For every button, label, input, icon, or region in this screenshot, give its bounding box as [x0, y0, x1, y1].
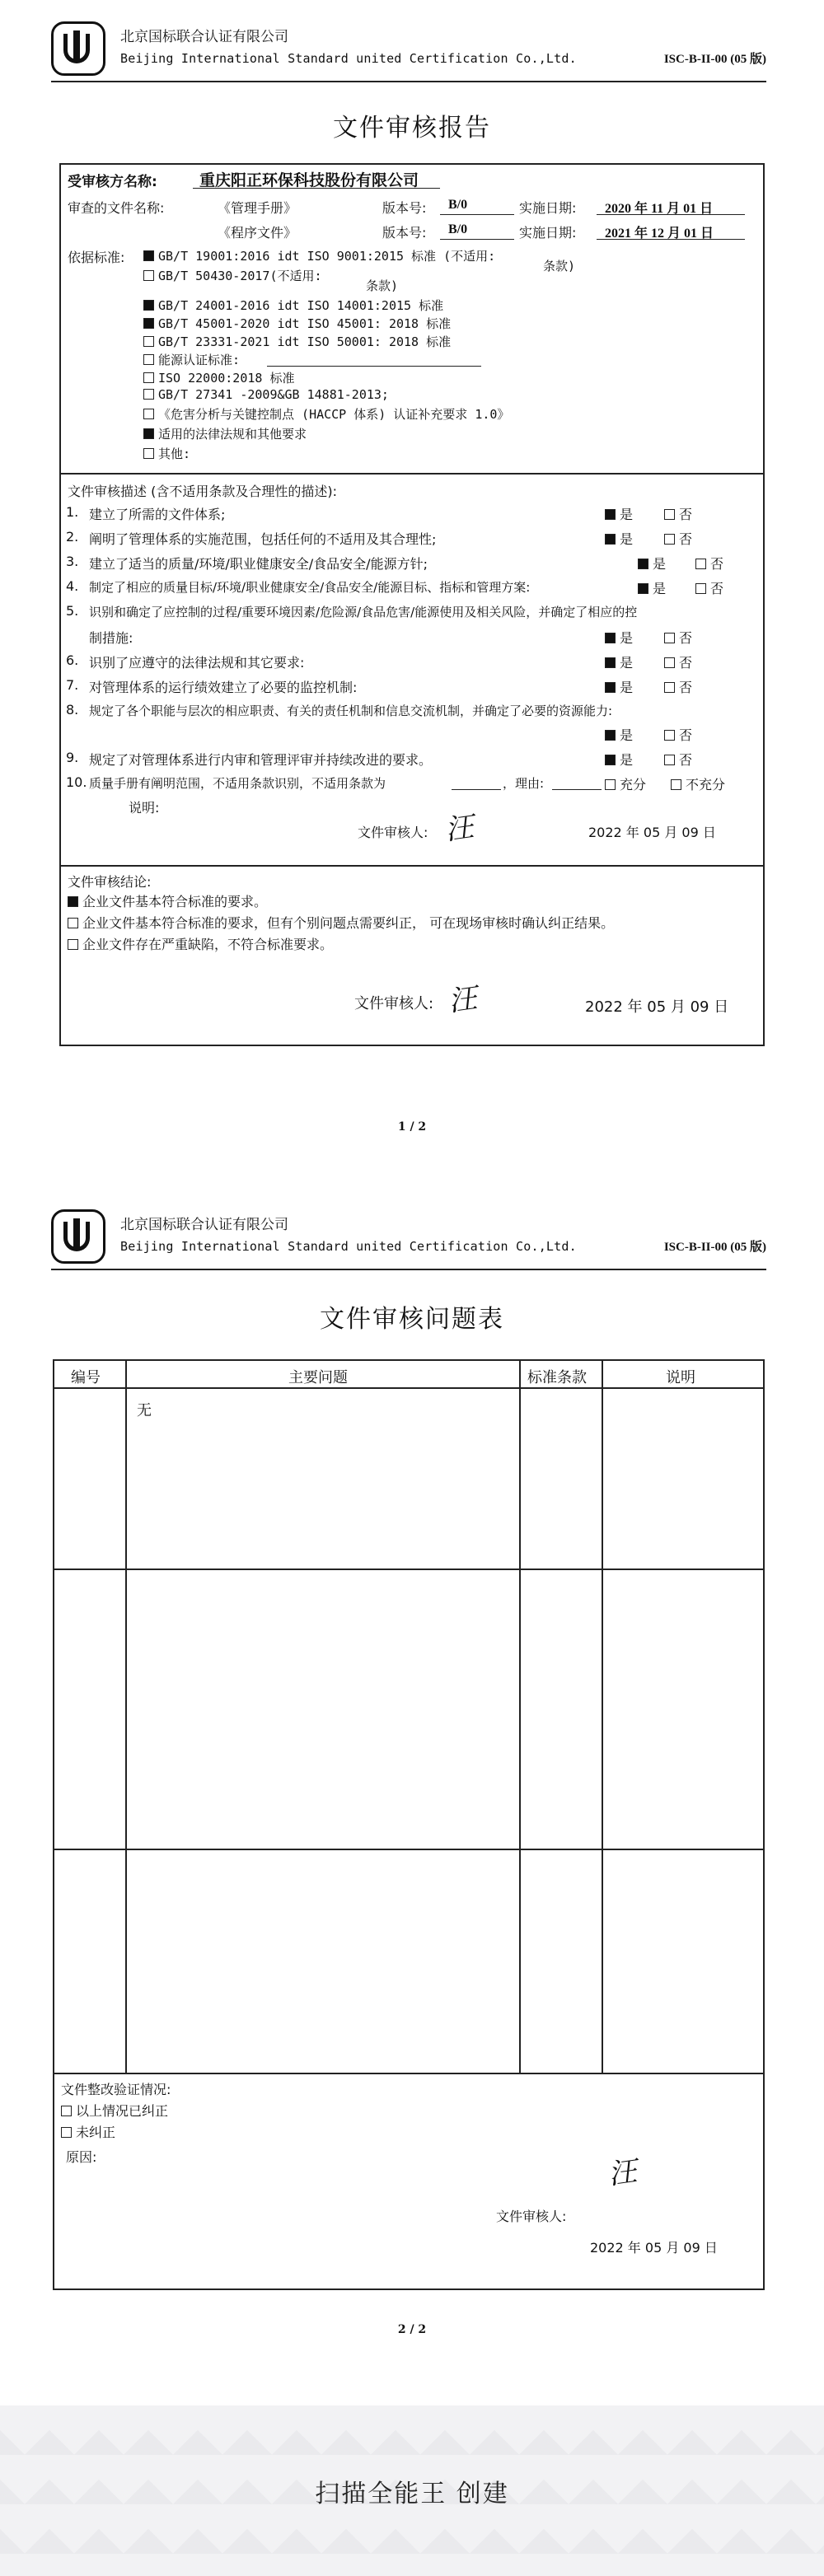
- issues-table: [53, 1359, 765, 2290]
- date-label: 实施日期:: [519, 200, 577, 216]
- verify-option: 未纠正: [61, 2122, 115, 2141]
- scanner-footer: [0, 2405, 824, 2576]
- standard-item: 能源认证标准:: [143, 351, 240, 368]
- report-title: 文件审核报告: [333, 114, 491, 143]
- standard-extra: 条款): [543, 259, 576, 273]
- date-value: 2020 年 11 月 01 日: [605, 202, 714, 216]
- item-text: 识别和确定了应控制的过程/重要环境因素/危险源/食品危害/能源使用及相关风险，并确定了相应的控: [89, 605, 638, 619]
- verify-option: 以上情况已纠正: [61, 2101, 168, 2120]
- standard-item: GB/T 23331-2021 idt ISO 50001: 2018 标准: [143, 333, 451, 350]
- basis-label: 依据标准:: [68, 250, 125, 265]
- standard-item: GB/T 19001:2016 idt ISO 9001:2015 标准 (不适用:: [143, 247, 495, 264]
- standard-item: 适用的法律法规和其他要求: [143, 425, 307, 442]
- issue-text: 无: [137, 1402, 152, 1419]
- conclusion-option: 企业文件存在严重缺陷，不符合标准要求。: [68, 934, 333, 953]
- auditor-label: 文件审核人:: [354, 995, 434, 1012]
- version-value: B/0: [448, 198, 468, 212]
- item-text: 质量手册有阐明范围，不适用条款识别，不适用条款为: [89, 776, 386, 791]
- col-header: 编号: [71, 1369, 101, 1386]
- item-no-option: 否: [664, 750, 692, 769]
- note-label: 说明:: [129, 800, 160, 816]
- scanner-brand: 扫描全能王 创建: [315, 2480, 509, 2508]
- item-text: 阐明了管理体系的实施范围，包括任何的不适用及其合理性;: [89, 531, 437, 547]
- docs-label: 审查的文件名称:: [68, 200, 165, 216]
- col-header: 主要问题: [288, 1369, 348, 1386]
- item-no-option: 否: [664, 652, 692, 671]
- auditor-label: 文件审核人:: [496, 2209, 567, 2224]
- date-label: 实施日期:: [519, 225, 577, 241]
- auditee-name: 重庆阳正环保科技股份有限公司: [199, 171, 419, 189]
- item-yes: 是: [605, 529, 633, 548]
- item-no: 10.: [66, 774, 87, 790]
- org-name-en: Beijing International Standard united Certification Co.,Ltd.: [120, 51, 577, 66]
- auditee-label: 受审核方名称:: [68, 174, 157, 190]
- auditor-signature: 汪: [606, 2154, 639, 2192]
- item-text: 制定了相应的质量目标/环境/职业健康安全/食品安全/能源目标、指标和管理方案:: [89, 580, 531, 595]
- doc-name: 《程序文件》: [218, 225, 297, 241]
- issues-page: [0, 1178, 824, 2405]
- auditor-signature: 汪: [442, 810, 476, 848]
- reason-label: 原因:: [66, 2149, 97, 2165]
- item-yes: 是: [605, 504, 633, 523]
- version-value: B/0: [448, 222, 468, 236]
- item-yes: 是: [605, 652, 633, 671]
- item-yes: 是: [605, 677, 633, 696]
- audit-date: 2022 年 05 月 09 日: [585, 998, 729, 1016]
- item-text-cont: 制措施:: [89, 630, 133, 646]
- audit-date: 2022 年 05 月 09 日: [590, 2240, 718, 2256]
- item-text: 规定了对管理体系进行内审和管理评审并持续改进的要求。: [89, 752, 433, 768]
- org-name-en: Beijing International Standard united Certification Co.,Ltd.: [120, 1239, 577, 1254]
- item-no: 9.: [66, 750, 79, 765]
- item-text: 规定了各个职能与层次的相应职责、有关的责任机制和信息交流机制，并确定了必要的资源能力:: [89, 704, 613, 718]
- item-yes: 是: [638, 578, 666, 597]
- item-no-option: 否: [664, 725, 692, 744]
- item-no-option: 否: [695, 554, 723, 573]
- standard-item: GB/T 27341 -2009&GB 14881-2013;: [143, 387, 389, 402]
- item-yes: 充分: [605, 774, 646, 793]
- item-yes: 是: [638, 554, 666, 573]
- item-no: 3.: [66, 554, 79, 569]
- form-code: ISC-B-II-00 (05 版): [663, 53, 766, 66]
- auditor-signature: 汪: [446, 981, 480, 1019]
- standard-item: GB/T 24001-2016 idt ISO 14001:2015 标准: [143, 297, 443, 314]
- verify-title: 文件整改验证情况:: [61, 2082, 171, 2097]
- standard-item: ISO 22000:2018 标准: [143, 369, 294, 386]
- page-number: 2 / 2: [397, 2323, 427, 2336]
- page-header: [51, 18, 766, 82]
- org-name-cn: 北京国标联合认证有限公司: [120, 1217, 288, 1233]
- page-header: [51, 1206, 766, 1270]
- form-code: ISC-B-II-00 (05 版): [663, 1241, 766, 1254]
- report-page: [0, 0, 824, 1153]
- item-no: 4.: [66, 578, 79, 594]
- auditor-label: 文件审核人:: [358, 825, 428, 840]
- page-number: 1 / 2: [397, 1120, 427, 1134]
- item-no-option: 否: [664, 677, 692, 696]
- standard-extra: 条款): [366, 278, 399, 293]
- conclusion-option: 企业文件基本符合标准的要求。: [68, 891, 267, 910]
- item-reason: ，理由:: [503, 776, 545, 791]
- standard-item: 其他:: [143, 445, 190, 462]
- item-no: 6.: [66, 652, 79, 668]
- item-no: 2.: [66, 529, 79, 545]
- item-no: 7.: [66, 677, 79, 693]
- item-yes: 是: [605, 725, 633, 744]
- item-no-option: 否: [695, 578, 723, 597]
- standard-item: GB/T 50430-2017(不适用:: [143, 267, 322, 284]
- col-header: 说明: [666, 1369, 695, 1386]
- item-text: 建立了所需的文件体系;: [89, 507, 226, 522]
- conclusion-option: 企业文件基本符合标准的要求，但有个别问题点需要纠正， 可在现场审核时确认纠正结果。: [68, 913, 614, 932]
- audit-date: 2022 年 05 月 09 日: [588, 825, 716, 840]
- company-logo: [51, 21, 105, 76]
- item-no-option: 否: [664, 504, 692, 523]
- desc-title: 文件审核描述 (含不适用条款及合理性的描述):: [68, 484, 337, 499]
- org-name-cn: 北京国标联合认证有限公司: [120, 29, 288, 45]
- item-no-option: 否: [664, 628, 692, 647]
- company-logo: [51, 1209, 105, 1264]
- item-no: 1.: [66, 504, 79, 520]
- item-no: 8.: [66, 702, 79, 718]
- standard-item: 《危害分析与关键控制点 (HACCP 体系) 认证补充要求 1.0》: [143, 405, 509, 423]
- issues-title: 文件审核问题表: [320, 1305, 504, 1334]
- item-yes: 是: [605, 628, 633, 647]
- version-label: 版本号:: [382, 200, 427, 216]
- col-header: 标准条款: [527, 1369, 587, 1386]
- item-yes: 是: [605, 750, 633, 769]
- conclusion-title: 文件审核结论:: [68, 874, 152, 890]
- standard-item: GB/T 45001-2020 idt ISO 45001: 2018 标准: [143, 315, 451, 332]
- version-label: 版本号:: [382, 225, 427, 241]
- report-form: [59, 163, 765, 1046]
- item-no-option: 不充分: [671, 774, 725, 793]
- item-text: 对管理体系的运行绩效建立了必要的监控机制:: [89, 680, 358, 695]
- item-text: 建立了适当的质量/环境/职业健康安全/食品安全/能源方针;: [89, 556, 428, 572]
- item-text: 识别了应遵守的法律法规和其它要求:: [89, 655, 305, 671]
- item-no-option: 否: [664, 529, 692, 548]
- item-no: 5.: [66, 603, 79, 619]
- doc-name: 《管理手册》: [218, 200, 297, 216]
- date-value: 2021 年 12 月 01 日: [605, 227, 714, 241]
